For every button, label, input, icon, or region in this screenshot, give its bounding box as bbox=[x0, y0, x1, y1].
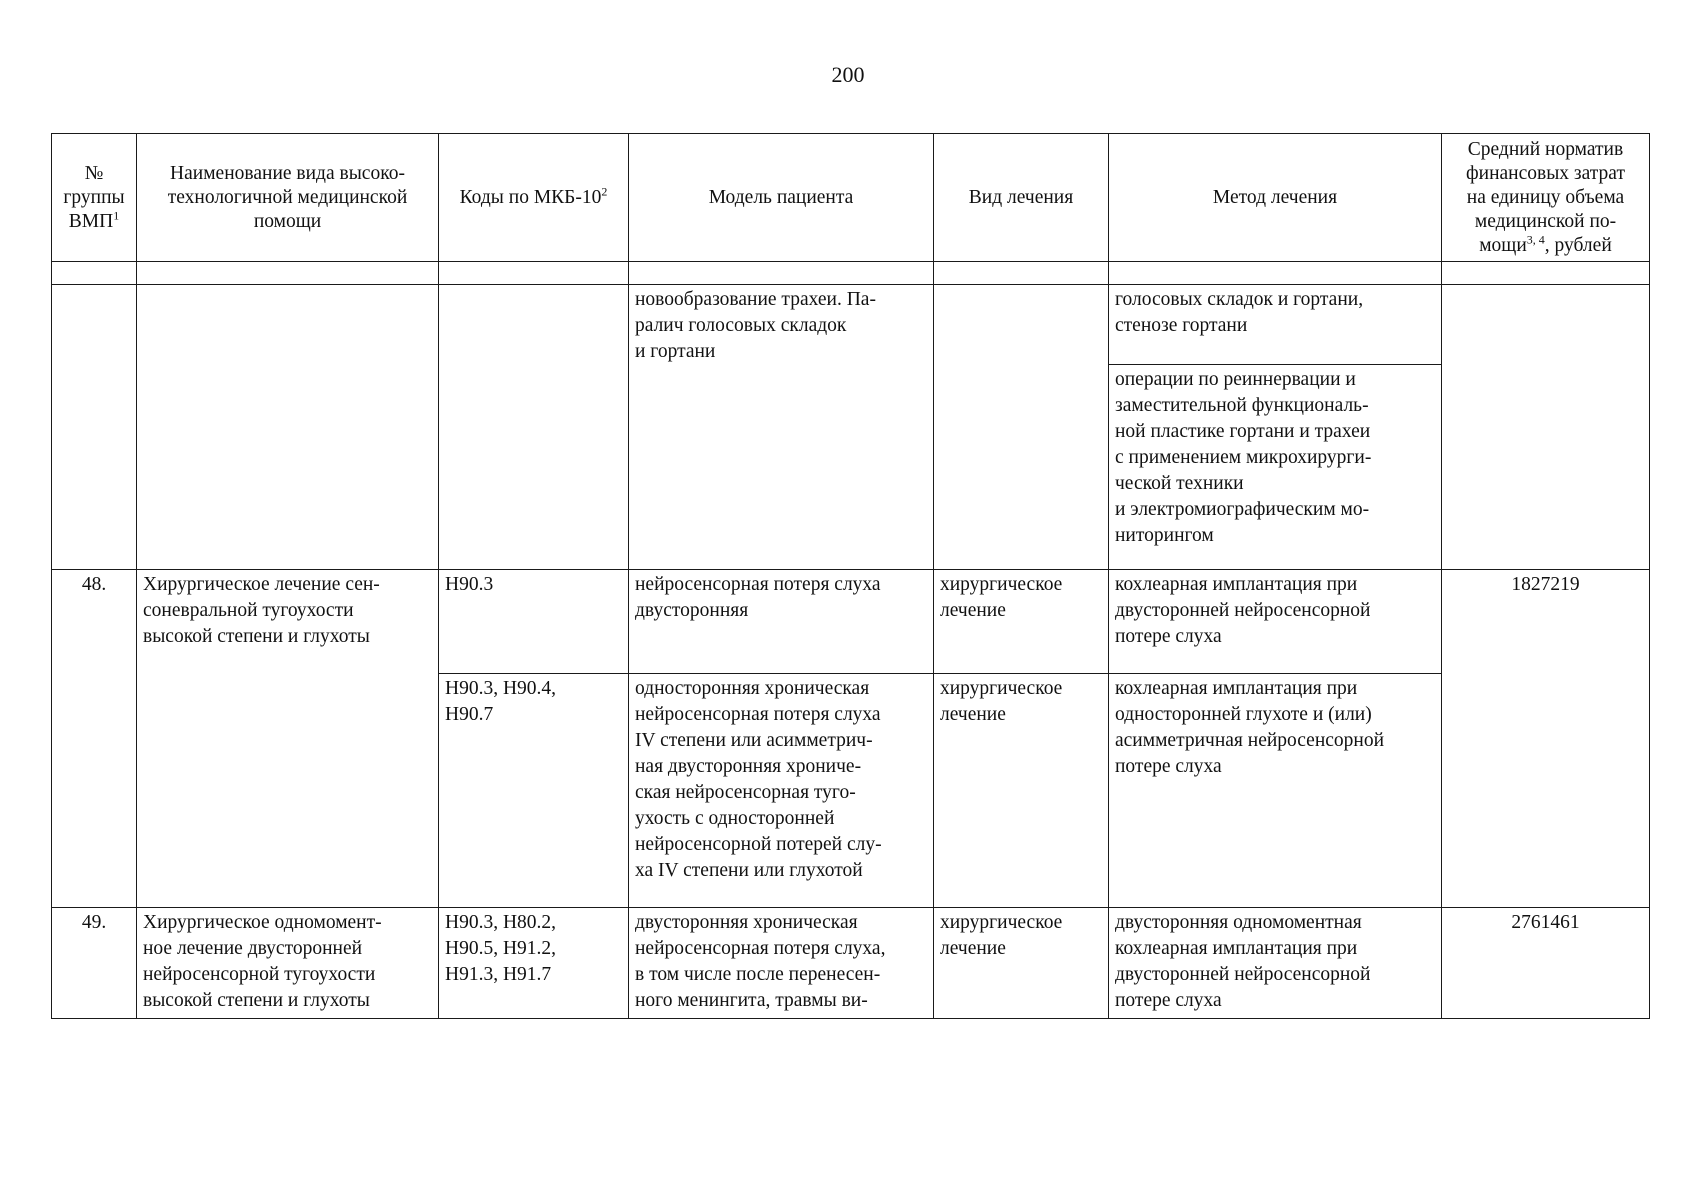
header-patient-model: Модель пациента bbox=[629, 134, 934, 262]
header-treatment-type: Вид лечения bbox=[934, 134, 1109, 262]
cell-treatment-type: хирургическое лечение bbox=[934, 674, 1109, 908]
header-vmp-name: Наименование вида высоко- технологичной медицинской помощи bbox=[137, 134, 439, 262]
cell-patient-model: двусторонняя хроническая нейросенсорная потеря слуха, в том числе после перенесен- ного менингита, травмы ви- bbox=[629, 908, 934, 1019]
table-row bbox=[52, 908, 1650, 1019]
cell-vmp-name: Хирургическое лечение сен- соневральной тугоухости высокой степени и глухоты bbox=[137, 570, 439, 908]
cell-treatment-type: хирургическое лечение bbox=[934, 908, 1109, 1019]
header-treatment-method: Метод лечения bbox=[1109, 134, 1442, 262]
cell-icd-codes: H90.3, H80.2, H90.5, H91.2, H91.3, H91.7 bbox=[439, 908, 629, 1019]
table-row bbox=[52, 570, 1650, 674]
cell-treatment-empty bbox=[934, 285, 1109, 570]
cell-name-empty bbox=[137, 285, 439, 570]
header-group-number: № группы ВМП$^1$ bbox=[52, 134, 137, 262]
cell-treatment-type: хирургическое лечение bbox=[934, 570, 1109, 674]
cell-vmp-name: Хирургическое одномомент- ное лечение двусторонней нейросенсорной тугоухости высокой степени и глухоты bbox=[137, 908, 439, 1019]
cell-treatment-method: голосовых складок и гортани, стенозе гортани bbox=[1109, 285, 1442, 365]
cell-group-number: 48. bbox=[52, 570, 137, 908]
table-row bbox=[52, 285, 1650, 365]
cell-icd-codes: H90.3, H90.4, H90.7 bbox=[439, 674, 629, 908]
header-avg-cost: Средний норматив финансовых затрат на единицу объема медицинской по- мощи$^{3, 4}$, рублей bbox=[1442, 134, 1650, 262]
cell-group-number: 49. bbox=[52, 908, 137, 1019]
cell-avg-cost: 2761461 bbox=[1442, 908, 1650, 1019]
cell-patient-model: нейросенсорная потеря слуха двусторонняя bbox=[629, 570, 934, 674]
cell-treatment-method: двусторонняя одномоментная кохлеарная имплантация при двусторонней нейросенсорной потере слуха bbox=[1109, 908, 1442, 1019]
cell-icd-codes: H90.3 bbox=[439, 570, 629, 674]
cell-avg-cost: 1827219 bbox=[1442, 570, 1650, 908]
cell-num-empty bbox=[52, 285, 137, 570]
header-row bbox=[52, 134, 1650, 262]
cell-treatment-method: кохлеарная имплантация при двусторонней нейросенсорной потере слуха bbox=[1109, 570, 1442, 674]
cell-treatment-method: операции по реиннервации и заместительной функциональ- ной пластике гортани и трахеи с применением микрохирурги- ческой техники и электромиографическим мо- ниторингом bbox=[1109, 365, 1442, 570]
header-icd-codes: Коды по МКБ-$10^2$ bbox=[439, 134, 629, 262]
cell-treatment-method: кохлеарная имплантация при односторонней глухоте и (или) асимметричная нейросенсорной потере слуха bbox=[1109, 674, 1442, 908]
cell-patient-model: новообразование трахеи. Па- ралич голосовых складок и гортани bbox=[629, 285, 934, 570]
vmp-table bbox=[51, 133, 1650, 1019]
cell-cost-empty bbox=[1442, 285, 1650, 570]
cell-codes-empty bbox=[439, 285, 629, 570]
cell-patient-model: односторонняя хроническая нейросенсорная потеря слуха IV степени или асимметрич- ная двусторонняя хрониче- ская нейросенсорная туго- ухость с односторонней нейросенсорной потерей слу- ха IV степени или глухотой bbox=[629, 674, 934, 908]
page-number: 200 bbox=[831, 62, 865, 87]
spacer-row bbox=[52, 262, 1650, 285]
